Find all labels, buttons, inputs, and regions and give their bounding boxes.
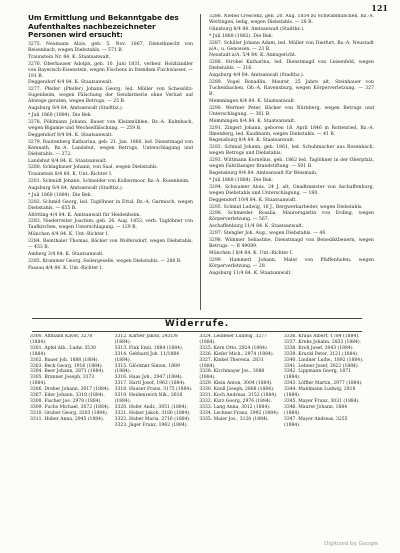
widerruf-entry: 3301. Apfel Alb., Ludw. 3530 (1884). <box>30 345 96 357</box>
notice-entry: Traunstein 8/4 84. K. Unt.-Richter I. <box>28 172 113 178</box>
widerruf-entry: 3322. Huber Maria, 2716 (1884). <box>114 416 191 422</box>
notice-entry: Augsburg 8/4 84. Amtsanwalt (Stadtbz.). <box>28 106 124 112</box>
notice-entry: 3297. Stengler Joh. Aug., wegen Diebstahls. — 40. <box>209 231 327 237</box>
widerruf-entry: 3331. Koch Andreas, 3152 (1884). <box>199 393 278 399</box>
widerruf-entry: 3304. Beer Johann, 2871 (1884). <box>30 369 105 375</box>
notice-entry: Amberg 3/4 84. K. Staatsanwalt. <box>28 252 104 258</box>
notice-entry: 3289. Vogel Ronadlin, Maurer, 25 Jahre alt, Steinhauer von Tuchenbachen, Ob.-A. Ravensburg, wegen Körperverletzung. — 327 B. <box>209 80 374 98</box>
widerrufe-title: Widerrufe. <box>164 319 230 329</box>
notice-entry: 3291. Zingerl Johann, geboren 18. April 1846 in Rottenried, Bz.-A. Ilmenberg, led. Kaufmann, wegen Diebstahls. — 41 B. <box>209 125 374 137</box>
notice-entry: Landshut 8/4 84. K. Staatsanwalt. <box>28 158 108 164</box>
widerruf-entry: 3310. Gruber Georg, 3203 (1884). <box>30 410 109 416</box>
widerruf-entry: 3342. Lippmann Georg, 1871 (1884). <box>283 369 351 381</box>
notice-entry: 3277. Pfeifer (Pfeifer) Johann Georg, led. Müller von Schesslitz-Sugenheim, wegen Fälschung der Gendarmerie ohne Verlust auf Abwege geraten, wegen Betrugs. — 25 B. <box>28 87 193 105</box>
notice-entry: Memmingen 8/4 84. K. Staatsanwalt. <box>209 98 296 104</box>
widerruf-entry: 3337. Krebs Johann, 2833 (1884). <box>283 339 362 345</box>
widerruf-entry: 3343. Löffler Martin, 2977 (1884). <box>283 381 363 387</box>
widerrufe-column <box>30 334 110 532</box>
widerruf-entry: 3338. Kroll Josef, 3043 (1884). <box>283 345 354 351</box>
widerruf-entry: 3300. Altmann Kaver, 3278 (1884). <box>30 334 93 345</box>
widerruf-entry: 3303. Beck Georg, 1916 (1884). <box>30 363 104 369</box>
notice-entry: Augsburg 4/4 84. Amtsanwalt (Stadtbz.). <box>209 73 305 79</box>
widerruf-entry: 3330. Knoll Joseph, 2868 (1884). <box>199 387 275 393</box>
widerruf-entry: 3346. Maurer Johann, 1884 (1884). <box>283 404 348 416</box>
widerruf-entry: 3333. Lang Anna, 3012 (1884). <box>199 404 271 410</box>
widerruf-entry: 3336. Kraus Albert, 1784 (1884). <box>283 334 360 339</box>
notice-entry: 3282. Schmid Georg, led. Taglöhner in Ettal, Bz.-A. Garmisch, wegen Diebstahls. — 655 B. <box>28 199 193 211</box>
widerruf-entry: 3339. Kruckl Peter, 3121 (1884). <box>283 351 359 357</box>
notice-entry: 3286. Niebel Crescenz, geb. 20. Aug. 1854 zu Schwabmünchen, Bz.-A. Wertingen, ledig, wegen Diebstahls. — 28 B. <box>209 14 374 26</box>
notice-entry: 3275. Neumann Alois, geb. 5. Nov. 1867, Dienstknecht von Reisenbach, wegen Diebstahls. — 571 B. <box>28 41 193 53</box>
widerruf-entry: 3340. Lindner Ludw., 1892 (1884). <box>283 357 364 363</box>
notice-entry: * Juli 1868 (1884). Die Bek. <box>28 113 92 119</box>
widerrufe-column <box>115 334 195 532</box>
watermark: Digitized by Google <box>324 541 378 547</box>
widerruf-entry: 3327. Kinkel Theresia, 2831 (1884). <box>199 357 264 369</box>
widerruf-entry: 3307. Eder Johann, 3318 (1884). <box>30 393 105 399</box>
notice-entry: 3284. Reinthaler Thomas, Bäcker von Wolfersdorf, wegen Diebstahls. — 453 B. <box>28 239 193 251</box>
notice-entry: Augsburg 11/4 84. K. Staatsanwalt. <box>209 270 292 276</box>
widerruf-entry: 3317. Hartl Josef, 1963 (1884). <box>114 381 186 387</box>
notice-entry: Regensburg 9/4 84. Amtsanwalt für Weismain. <box>209 171 318 177</box>
notice-entry: 3299. Hammerl Johann, Maler von Pfaffenhofen, wegen Körperverletzung. — 28. <box>209 257 374 269</box>
left-column <box>28 14 193 314</box>
notice-entry: Deggendorf 8/4 84. K. Staatsanwalt. <box>28 132 113 138</box>
widerrufe-column <box>199 334 279 532</box>
notice-entry: Passau 4/4 84. K. Unt.-Richter I. <box>28 265 104 271</box>
widerrufe-table <box>30 334 364 532</box>
widerruf-entry: 3312. Kärber Jakob, 2431/8 (1884). <box>114 334 178 345</box>
widerruf-entry: 3323. Jäger Franz, 1962 (1884). <box>114 422 188 428</box>
right-entry-list <box>209 14 374 277</box>
notice-entry: * Juli 1868 (1884). Die Bek. <box>28 192 92 198</box>
notice-entry: 3290. Wertner Peter, Bäcker von Nürnberg, wegen Betrugs und Unterschlagung. — 361 B. <box>209 105 374 117</box>
widerruf-entry: 3328. Kirchmayer Jos., 3088 (1884). <box>199 369 265 381</box>
widerruf-entry: 3316. Haas Joh., 2947 (1884). <box>114 375 183 381</box>
widerruf-entry: 3334. Lechner Franz, 2992 (1884). <box>199 410 280 416</box>
widerruf-entry: 3324. Leibfeier Ludwig, 3277 (1884). <box>199 334 267 345</box>
notice-entry: 3292. Schmid Johann, geb. 1861, led. Schuhmacher aus Rosenbach, wegen Betrugs und Diebstahls. <box>209 145 374 157</box>
notice-entry: Deggendorf 10/4 84. K. Staatsanwalt. <box>209 197 297 203</box>
widerruf-entry: 3302. Bauer Joh. 1888 (1884). <box>30 357 99 363</box>
widerruf-entry: 3332. Kurz Georg, 2976 (1884). <box>199 398 272 404</box>
notice-entry: Günzburg 8/4 84. Amtsanwalt (Stadtbz.). <box>209 26 305 32</box>
notice-entry: Traunstein Nr. 84. K. Staatsanwalt. <box>28 54 111 60</box>
notice-entry: Memmingen 8/4 84. K. Staatsanwalt. <box>209 118 296 124</box>
notice-entry: 3285. Krammer Georg, Seilergeselle, wegen Diebstahls. — 288 B. <box>28 258 182 264</box>
widerruf-entry: 3321. Holzer Jakob, 3180 (1884). <box>114 410 191 416</box>
notice-entry: Aschaffenburg 11/4 84. K. Staatsanwalt. <box>209 224 304 230</box>
notice-entry: 3279. Rautenberg Katharina, geb. 21. Jan. 1866, led. Dienstmagd von Kemnath, Bz.-A. Landsbut, wegen Betrugs, Unterschlagung und Diebstahls. — 372. <box>28 139 193 157</box>
widerruf-entry: 3345. Mayer Franz, 3031 (1884). <box>283 398 360 404</box>
notice-entry: 3287. Schiller Johann Adam, led. Müller von Dietfurt, Bz.-A. Neustadt a/A., u. Genossen. — 23 B. <box>209 40 374 52</box>
notice-entry: Neustadt a/A. 5/4 84. K. Amtsgericht. <box>209 53 297 59</box>
notice-entry: München I 8/4 84. K. Unt.-Richter I. <box>209 250 294 256</box>
left-entry-list <box>28 42 193 272</box>
notice-entry: Altötting 4/4 84. K. Amtsanwalt für Heidenheim. <box>28 212 141 218</box>
notice-entry: * Juli 1868 (1884). Die Bek. <box>209 177 273 183</box>
widerruf-entry: 3325. Kern Otto, 2924 (1884). <box>199 345 269 351</box>
widerruf-entry: 3311. Huber Anna, 2945 (1884). <box>30 416 105 422</box>
section-title: Um Ermittlung und Bekanntgabe des Aufenthaltes nachbezeichneter Personen wird ersucht: <box>28 14 179 40</box>
notice-columns <box>28 14 374 314</box>
widerrufe-column <box>284 334 364 532</box>
widerruf-entry: 3309. Fuchs Michael, 3072 (1884). <box>30 404 110 410</box>
notice-entry: 3283. Niederreiter Joachim, geb. 26. Aug. 1853, verh. Taglöhner von Taufkirchen, wegen Unterschlagung. — 129 B. <box>28 219 193 231</box>
page-number: 121 <box>371 3 388 13</box>
widerruf-entry: 3305. Brunner Joseph, 3173 (1884). <box>30 375 95 387</box>
right-column <box>209 14 374 314</box>
notice-entry: München 4/4 84. K. Unt.-Richter I. <box>28 232 109 238</box>
widerruf-entry: 3335. Maier Jos., 3128 (1884). <box>199 416 269 422</box>
notice-entry: 3295. Schmid Ludwig, 16 J., Bergwerkarbeiter, wegen Diebstahls. <box>209 204 363 210</box>
notice-entry: 3276. Oberhauser Adolph, geb. 10. Juni 1831, verheir. Holzhändler von Bayerisch-Eisenstein, wegen Fischens in fremdem Fischwasser. — 191 B. <box>28 61 193 79</box>
widerruf-entry: 3314. Gebhard Joh. 11/1884 (1884). <box>114 351 180 363</box>
widerruf-entry: 3344. Mahlmann Ludwig, 2918 (1884). <box>283 387 356 399</box>
notice-entry: 3293. Wittmann Kornelius, geb. 1862 led. Taglöhner in der Oberpfalz, wegen Fahrlässiger Brandstiftung. — 501 B. <box>209 158 374 170</box>
notice-entry: 3296. Schmieder Rosalia, Maurersgattin von Erding, wegen Körperverletzung. — 567. <box>209 211 374 223</box>
widerruf-entry: 3320. Hofer Andr., 3051 (1884). <box>114 404 188 410</box>
notice-entry: * Juli 1868 (1882). Die Bek. <box>209 33 273 39</box>
notice-entry: Deggendorf 4/4 84. K. Staatsanwalt. <box>28 80 113 86</box>
notice-entry: 3294. Schwamer Alois, 24 J. alt, Gnadtmeister von Aschaffenburg, wegen Diebstahls und Unterschlagung. — 180. <box>209 184 374 196</box>
widerruf-entry: 3306. Dreher Johann, 3017 (1884). <box>30 387 110 393</box>
bottom-rule <box>32 331 362 332</box>
widerruf-entry: 3319. Heidenreich Nik., 2618 (1884). <box>114 393 183 404</box>
widerruf-entry: 3318. Hauser Franz, 3175 (1884). <box>114 387 193 393</box>
notice-entry: 3298. Wimmer Sebastine, Dienstmagd von Benediktbeuern, wegen Betrugs. — II 49089. <box>209 237 374 249</box>
widerruf-entry: 3329. Klein Anton, 3004 (1884). <box>199 381 273 387</box>
notice-entry: 3281. Schmidt Johann, Schneider von Kolbermoor, Bz.-A. Rosenheim. <box>28 179 190 185</box>
widerruf-entry: 3308. Fischer Jos. 2978 (1884). <box>30 398 102 404</box>
widerruf-entry: 3341. Lehner Josef, 3022 (1884). <box>283 363 360 369</box>
notice-entry: 3280. Schlagbauer Johann, von Saal, wegen Diebstahls. <box>28 165 159 171</box>
notice-entry: Augsburg 6/4 84. Amtsanwalt (Stadtbz.). <box>28 185 124 191</box>
notice-entry: Regensburg 8/4 84. K. Staatsanwalt. <box>209 138 295 144</box>
widerruf-entry: 3347. Mayer Andreas, 3255 (1884). <box>283 416 348 428</box>
widerruf-entry: 3326. Kiefer Mich., 2974 (1884). <box>199 351 275 357</box>
widerruf-entry: 3315. Glöckner Simon, 1889 (1884). <box>114 363 180 375</box>
notice-entry: 3288. Strobel Katharina, led. Dienstmagd von Leisenfeld, wegen Diebstahls. — 316. <box>209 60 374 72</box>
widerruf-entry: 3313. Fink Emil, 1884 (1884). <box>114 345 184 351</box>
notice-entry: 3278. Pöhlmann Johann, Bauer von Kleinmühlen, Bz.-A. Kulmbach, wegen Bigamie und Wechselfälschung. — 259 B. <box>28 119 193 131</box>
